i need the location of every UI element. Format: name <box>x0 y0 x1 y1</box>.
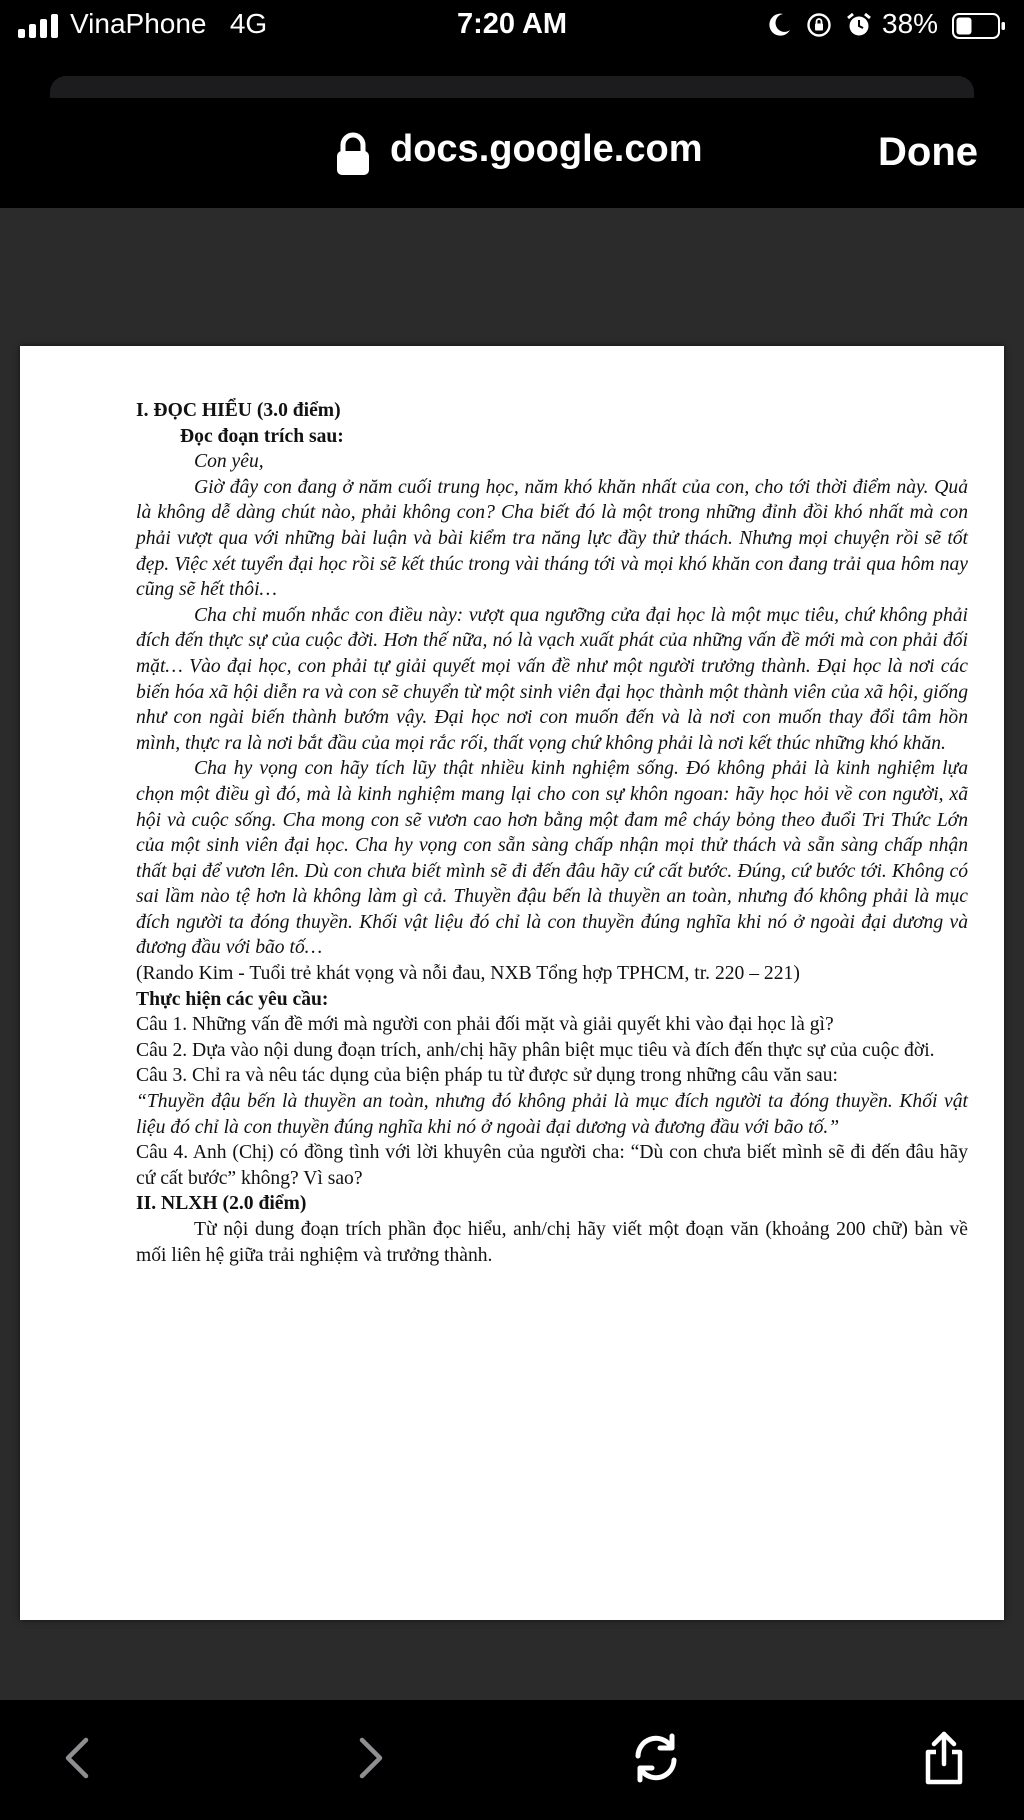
excerpt-paragraph: Giờ đây con đang ở năm cuối trung học, năm khó khăn nhất của con, cho tới thời điểm này. Quả là không dễ dàng chút nào, phải không con? Cha biết đó là một trong những đỉnh đồi khó nhất mà con phải vượt qua với những bài luận và bài kiểm tra năng lực đầy thử thách. Nhưng mọi chuyện rồi sẽ tốt đẹp. Việc xét tuyển đại học rồi sẽ kết thúc trong vài tháng tới và mọi khó khăn con đang trải qua hôm nay cũng sẽ hết thôi… <box>136 476 968 601</box>
tab-edge <box>50 76 974 100</box>
carrier-name: VinaPhone <box>70 8 207 39</box>
bottom-toolbar <box>0 1700 1024 1820</box>
forward-icon[interactable] <box>340 1728 400 1788</box>
essay-prompt: Từ nội dung đoạn trích phần đọc hiểu, anh/chị hãy viết một đoạn văn (khoảng 200 chữ) bàn về mối liên hệ giữa trải nghiệm và trưởng thành. <box>136 1219 968 1266</box>
salutation: Con yêu, <box>194 451 264 473</box>
question-1: Câu 1. Những vấn đề mới mà người con phải đối mặt và giải quyết khi vào đại học là gì? <box>136 1014 834 1036</box>
question-3-quote: “Thuyền đậu bến là thuyền an toàn, nhưng đó không phải là mục đích người ta đóng thuyền. Khối vật liệu đó chỉ là con thuyền đúng nghĩa khi nó ở ngoài đại dương và đương đầu với bão tố.” <box>136 1091 968 1138</box>
instruction-heading: Đọc đoạn trích sau: <box>180 425 344 447</box>
back-icon[interactable] <box>48 1728 108 1788</box>
excerpt-paragraph: Cha chỉ muốn nhắc con điều này: vượt qua ngưỡng cửa đại học là một mục tiêu, chứ không phải đích đến thực sự của cuộc đời. Hơn thế nữa, nó là vạch xuất phát của những vấn đề mới mà con phải đối mặt… Vào đại học, con phải tự giải quyết mọi vấn đề như một người trưởng thành. Đại học là nơi các biến hóa xã hội diễn ra và con sẽ chuyển từ một sinh viên đại học thành một thành viên của xã hội, giống như con ngài biến thành bướm vậy. Đại học nơi con muốn đến và là nơi con muốn thay đổi tâm hồn mình, thực ra là nơi bắt đầu của mọi rắc rối, thất vọng chứ không phải là nơi kết thúc những khó khăn. <box>136 604 968 754</box>
battery-icon <box>952 13 1006 39</box>
tasks-heading: Thực hiện các yêu cầu: <box>136 988 329 1010</box>
moon-icon <box>766 12 792 38</box>
status-time: 7:20 AM <box>456 8 568 40</box>
question-4: Câu 4. Anh (Chị) có đồng tình với lời khuyên của người cha: “Dù con chưa biết mình sẽ đi đến đâu hãy cứ cất bước” không? Vì sao? <box>136 1142 968 1189</box>
share-icon[interactable] <box>914 1728 974 1788</box>
lock-icon <box>334 132 372 176</box>
done-button[interactable]: Done <box>878 130 978 174</box>
url-text[interactable]: docs.google.com <box>390 128 703 170</box>
battery-percent: 38% <box>882 8 939 39</box>
status-bar <box>0 0 1024 56</box>
question-2: Câu 2. Dựa vào nội dung đoạn trích, anh/chị hãy phân biệt mục tiêu và đích đến thực sự của cuộc đời. <box>136 1039 935 1061</box>
refresh-icon[interactable] <box>626 1728 686 1788</box>
excerpt-paragraph: Cha hy vọng con hãy tích lũy thật nhiều kinh nghiệm sống. Đó không phải là kinh nghiệm lựa chọn một điều gì đó, mà là kinh nghiệm mang lại cho con sự khôn ngoan: hãy học hỏi về con người, xã hội và cuộc sống. Cha mong con sẽ vươn cao hơn bằng một đam mê cháy bỏng theo đuổi Tri Thức Lớn của một sinh viên đại học. Cha hy vọng con sẵn sàng chấp nhận mọi thử thách và sẵn sàng chấp nhận thất bại để vươn lên. Dù con chưa biết mình sẽ đi đến đâu hãy cứ cất bước. Đúng, cứ bước tới. Không có sai lầm nào tệ hơn là không làm gì cả. Thuyền đậu bến là thuyền an toàn, nhưng đó không phải là mục đích người ta đóng thuyền. Khối vật liệu đó chỉ là con thuyền đúng nghĩa khi nó ở ngoài đại dương và đương đầu với bão tố… <box>136 758 968 959</box>
document-page <box>20 346 1004 1620</box>
orientation-lock-icon <box>806 12 832 38</box>
alarm-icon <box>845 11 873 39</box>
section-heading-reading: I. ĐỌC HIỂU (3.0 điểm) <box>136 400 341 421</box>
question-3: Câu 3. Chỉ ra và nêu tác dụng của biện pháp tu từ được sử dụng trong những câu văn sau: <box>136 1065 838 1087</box>
network-type: 4G <box>229 8 268 39</box>
section-heading-essay: II. NLXH (2.0 điểm) <box>136 1193 307 1215</box>
source-citation: (Rando Kim - Tuổi trẻ khát vọng và nỗi đau, NXB Tổng hợp TPHCM, tr. 220 – 221) <box>136 963 800 985</box>
document-content <box>136 398 968 1268</box>
